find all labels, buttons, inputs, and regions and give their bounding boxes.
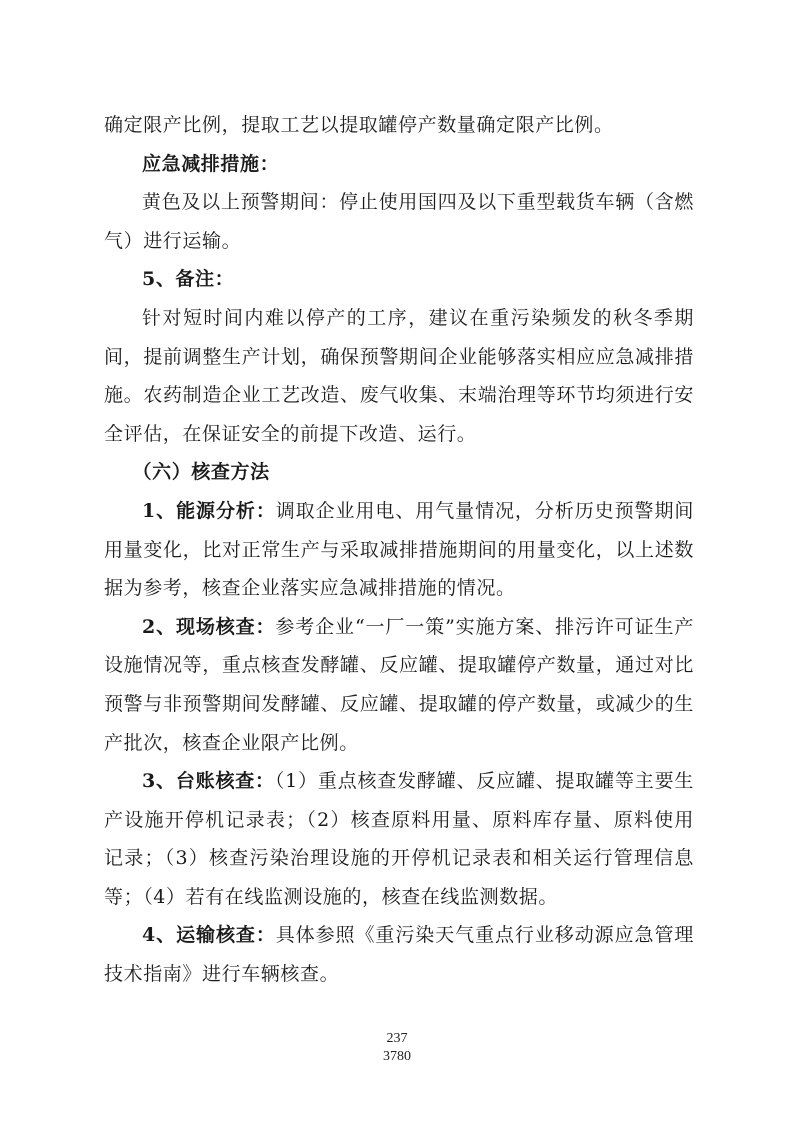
- section-heading: [104, 260, 694, 299]
- paragraph-lead: 2、现场核查：: [142, 615, 276, 638]
- section-heading: [104, 145, 694, 184]
- paragraph-text: 5、备注：: [142, 268, 235, 291]
- page-number: 237: [386, 1031, 408, 1046]
- page-footer: [0, 1030, 794, 1066]
- paragraph: [104, 299, 694, 453]
- paragraph-text: （1）重点核查发酵罐、反应罐、提取罐等主要生产设施开停机记录表；（2）核查原料用量、原料库存量、原料使用记录；（3）核查污染治理设施的开停机记录表和相关运行管理信息等；（4）若有在线监测设施的，核查在线监测数据。: [104, 770, 695, 908]
- section-subheading: [104, 453, 694, 492]
- paragraph-text: 黄色及以上预警期间：停止使用国四及以下重型载货车辆（含燃气）进行运输。: [104, 191, 694, 252]
- paragraph-text: 针对短时间内难以停产的工序，建议在重污染频发的秋冬季期间，提前调整生产计划，确保预警期间企业能够落实相应应急减排措施。农药制造企业工艺改造、废气收集、末端治理等环节均须进行安全评估，在保证安全的前提下改造、运行。: [104, 306, 694, 445]
- paragraph-text: 具体参照《重污染天气重点行业移动源应急管理技术指南》进行车辆核查。: [104, 924, 694, 986]
- paragraph-text: 参考企业“一厂一策”实施方案、排污许可证生产设施情况等，重点核查发酵罐、反应罐、提取罐停产数量，通过对比预警与非预警期间发酵罐、反应罐、提取罐的停产数量，或减少的生产批次，核查企业限产比例。: [104, 615, 694, 754]
- paragraph: [104, 106, 694, 145]
- paragraph-lead: 1、能源分析：: [142, 499, 276, 522]
- paragraph: [104, 762, 694, 916]
- body-text: [104, 106, 694, 994]
- paragraph: [104, 916, 694, 993]
- paragraph: [104, 492, 694, 608]
- paragraph-text: 确定限产比例，提取工艺以提取罐停产数量确定限产比例。: [104, 114, 614, 136]
- paragraph-lead: 4、运输核查：: [142, 924, 276, 947]
- paragraph-text: （六）核查方法: [132, 461, 270, 484]
- paragraph-text: 应急减排措施：: [142, 152, 280, 175]
- total-page-number: 3780: [383, 1049, 411, 1064]
- paragraph: [104, 183, 694, 260]
- paragraph-lead: 3、台账核查：: [142, 770, 275, 793]
- paragraph-text: 调取企业用电、用气量情况，分析历史预警期间用量变化，比对正常生产与采取减排措施期间的用量变化，以上述数据为参考，核查企业落实应急减排措施的情况。: [104, 499, 694, 600]
- paragraph: [104, 608, 694, 762]
